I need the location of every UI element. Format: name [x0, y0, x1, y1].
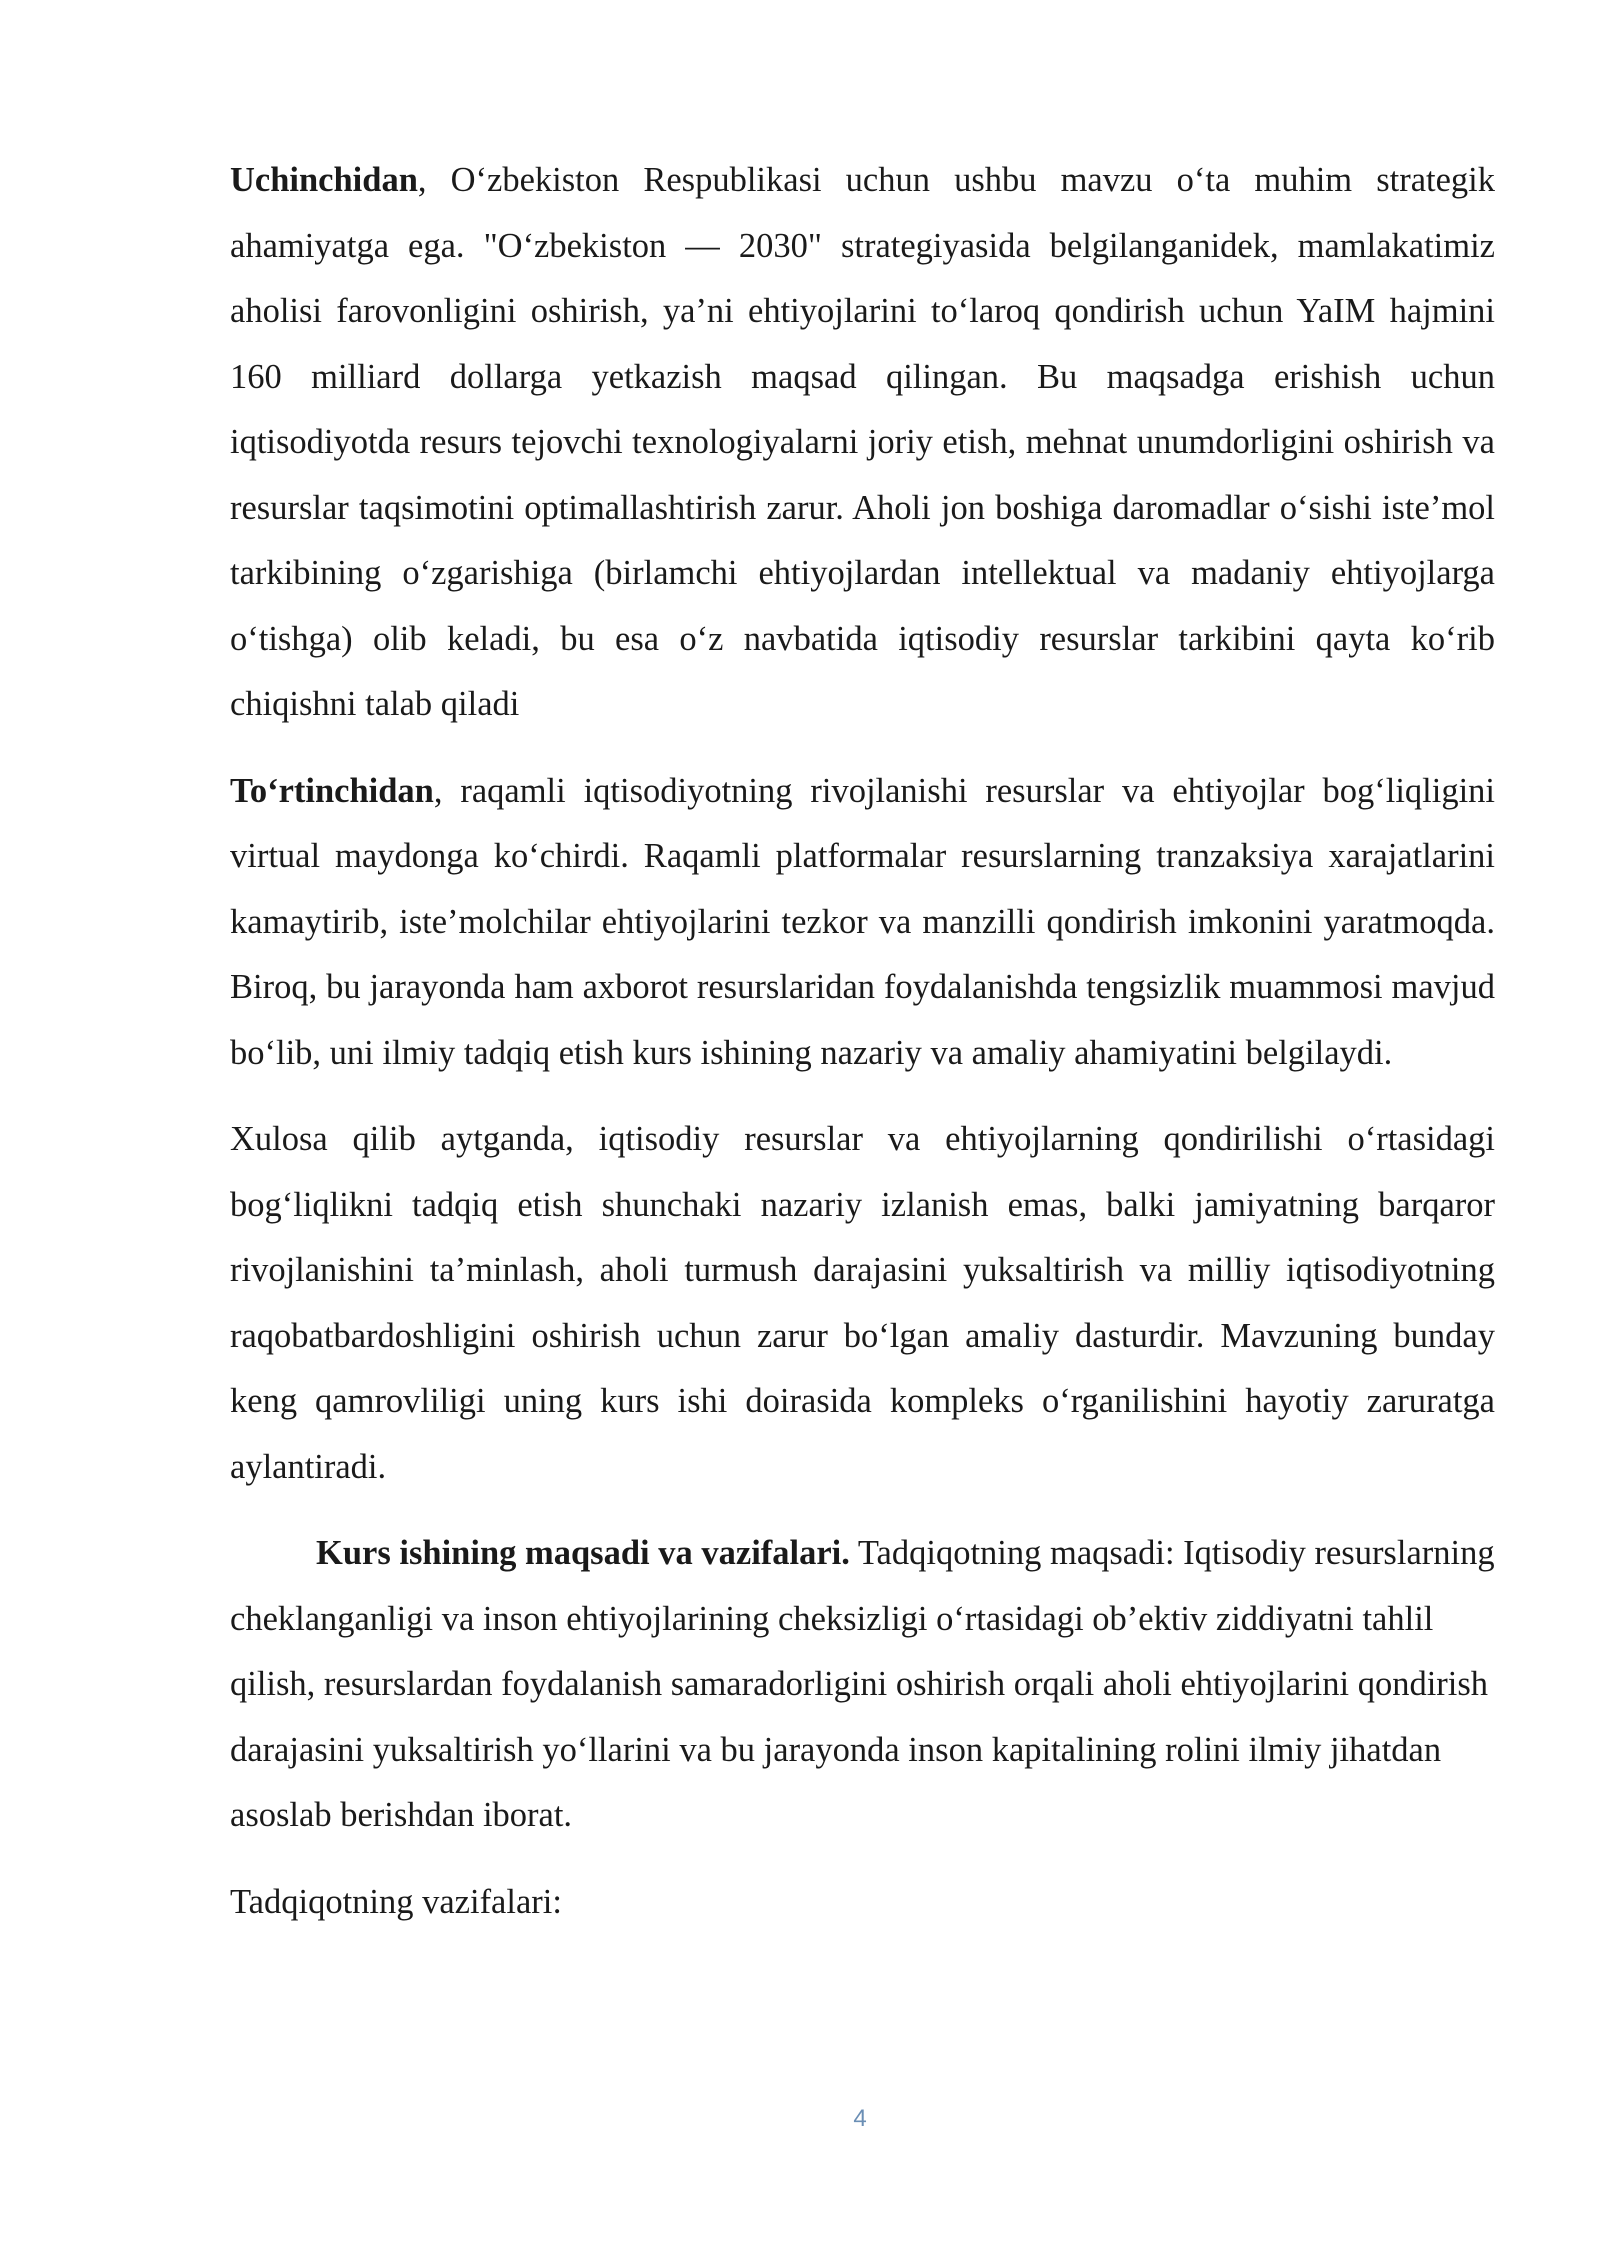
paragraph-text: Xulosa qilib aytganda, iqtisodiy resurslar va ehtiyojlarning qondirilishi o‘rtasidagi bog‘liqlikni tadqiq etish shunchaki nazariy izlanish emas, balki jamiyatning barqaror rivojlanishini ta’minlash, aholi turmush darajasini yuksaltirish va milliy iqtisodiyotning raqobatbardoshligini oshirish uchun zarur bo‘lgan amaliy dasturdir. Mavzuning bunday keng qamrovliligi uning kurs ishi doirasida kompleks o‘rganilishini hayotiy zaruratga aylantiradi.	[230, 1120, 1495, 1486]
paragraph-fourth-point	[230, 759, 1495, 1087]
paragraph-text: Tadqiqotning maqsadi: Iqtisodiy resurslarning cheklanganligi va inson ehtiyojlarining cheksizligi o‘rtasidagi ob’ektiv ziddiyatni tahlil qilish, resurslardan foydalanish samaradorligini oshirish orqali aholi ehtiyojlarini qondirish darajasini yuksaltirish yo‘llarini va bu jarayonda inson kapitalining rolini ilmiy jihatdan asoslab berishdan iborat.	[230, 1534, 1495, 1834]
paragraph-text: Tadqiqotning vazifalari:	[230, 1882, 562, 1921]
paragraph-conclusion	[230, 1107, 1495, 1500]
paragraph-lead: Uchinchidan	[230, 161, 418, 199]
paragraph-tasks-heading	[230, 1870, 1495, 1936]
paragraph-text: , raqamli iqtisodiyotning rivojlanishi resurslar va ehtiyojlar bog‘liqligini virtual maydonga ko‘chirdi. Raqamli platformalar resurslarning tranzaksiya xarajatlarini kamaytirib, iste’molchilar ehtiyojlarini tezkor va manzilli qondirish imkonini yaratmoqda. Biroq, bu jarayonda ham axborot resurslaridan foydalanishda tengsizlik muammosi mavjud bo‘lib, uni ilmiy tadqiq etish kurs ishining nazariy va amaliy ahamiyatini belgilaydi.	[230, 771, 1495, 1072]
paragraph-lead: To‘rtinchidan	[230, 771, 434, 810]
paragraph-goals	[230, 1521, 1495, 1849]
paragraph-lead: Kurs ishining maqsadi va vazifalari.	[316, 1534, 850, 1572]
paragraph-third-point	[230, 148, 1495, 738]
paragraph-text: , O‘zbekiston Respublikasi uchun ushbu mavzu o‘ta muhim strategik ahamiyatga ega. "O‘zbekiston — 2030" strategiyasida belgilanganidek, mamlakatimiz aholisi farovonligini oshirish, ya’ni ehtiyojlarini to‘laroq qondirish uchun YaIM hajmini 160 milliard dollarga yetkazish maqsad qilingan. Bu maqsadga erishish uchun iqtisodiyotda resurs tejovchi texnologiyalarni joriy etish, mehnat unumdorligini oshirish va resurslar taqsimotini optimallashtirish zarur. Aholi jon boshiga daromadlar o‘sishi iste’mol tarkibining o‘zgarishiga (birlamchi ehtiyojlardan intellektual va madaniy ehtiyojlarga o‘tishga) olib keladi, bu esa o‘z navbatida iqtisodiy resurslar tarkibini qayta ko‘rib chiqishni talab qiladi	[230, 161, 1495, 723]
document-page	[230, 148, 1495, 1956]
page-number: 4	[853, 2105, 867, 2132]
